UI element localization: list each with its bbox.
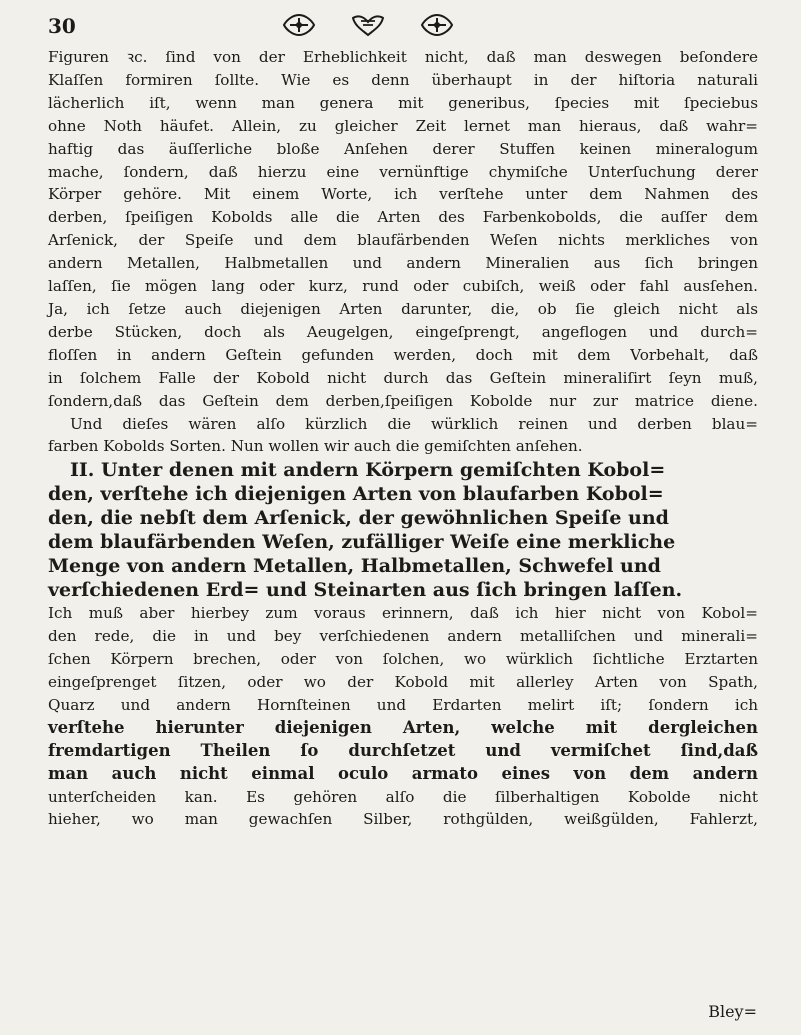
text-line emphasis-line: man auch nicht einmal oculo armato eines von dem andern xyxy=(48,763,758,783)
text-line: Arſenick, der Speiſe und dem blaufärbenden Weſen nichts merkliches von xyxy=(48,231,758,250)
text-line: ohne Noth häufet. Allein, zu gleicher Zeit lernet man hieraus, daß wahr= xyxy=(48,116,758,135)
text-line: Quarz und andern Hornſteinen und Erdarten melirt iſt; ſondern ich xyxy=(48,695,758,714)
text-line: haftig das äuſſerliche bloße Anſehen derer Stuffen keinen mineralogum xyxy=(48,139,758,158)
text-line: ſondern,daß das Geſtein dem derben,ſpeiſigen Kobolde nur zur matrice diene. xyxy=(48,391,758,410)
text-line: Ich muß aber hierbey zum voraus erinnern, daß ich hier nicht von Kobol= xyxy=(48,604,758,623)
heart-ornament-icon xyxy=(347,12,389,38)
text-line: eingeſprenget ſitzen, oder wo der Kobold mit allerley Arten von Spath, xyxy=(48,673,758,692)
page-header xyxy=(48,10,761,42)
text-line: in ſolchem Falle der Kobold nicht durch das Geſtein mineraliſirt ſeyn muß, xyxy=(48,368,758,387)
text-line: unterſcheiden kan. Es gehören alſo die ſilberhaltigen Kobolde nicht xyxy=(48,787,758,806)
text-block xyxy=(48,46,758,831)
page-number: 30 xyxy=(48,14,76,38)
section-line: verſchiedenen Erd= und Steinarten aus ſich bringen laſſen. xyxy=(48,579,683,602)
text-line: lächerlich iſt, wenn man genera mit generibus, ſpecies mit ſpeciebus xyxy=(48,93,758,112)
text-line: derben, ſpeiſigen Kobolds alle die Arten des Farbenkobolds, die auſſer dem xyxy=(48,208,758,227)
leaf-ornament-icon xyxy=(416,12,458,38)
section-line: den, die nebſt dem Arſenick, der gewöhnlichen Speiſe und xyxy=(48,507,669,530)
intro-paragraph xyxy=(48,46,758,458)
text-line: den rede, die in und bey verſchiedenen andern metalliſchen und minerali= xyxy=(48,627,758,646)
text-line emphasis-line: fremdartigen Theilen ſo durchſetzet und vermiſchet ſind,daß xyxy=(48,740,758,760)
body-paragraph xyxy=(48,602,758,831)
text-line: mache, ſondern, daß hierzu eine vernünftige chymiſche Unterſuchung derer xyxy=(48,162,758,181)
text-line: derbe Stücken, doch als Aeugelgen, eingeſprengt, angeflogen und durch= xyxy=(48,322,758,341)
text-line: Figuren ꝛc. ſind von der Erheblichkeit nicht, daß man deswegen beſondere xyxy=(48,48,758,66)
text-line emphasis-line: verſtehe hierunter diejenigen Arten, welche mit dergleichen xyxy=(48,717,758,737)
leaf-ornament-icon xyxy=(278,12,320,38)
text-line: hieher, wo man gewachſen Silber, rothgülden, weißgülden, Fahlerzt, xyxy=(48,810,758,829)
text-line: ſchen Körpern brechen, oder von ſolchen, wo würklich ſichtliche Erztarten xyxy=(48,650,758,669)
section-line: dem blaufärbenden Weſen, zufälliger Weiſe eine merkliche xyxy=(48,531,676,554)
text-line: farben Kobolds Sorten. Nun wollen wir auch die gemiſchten anſehen. xyxy=(48,437,583,456)
text-line: floſſen in andern Geſtein gefunden werden, doch mit dem Vorbehalt, daß xyxy=(48,345,758,364)
text-line: Klaſſen formiren ſollte. Wie es denn überhaupt in der hiſtoria naturali xyxy=(48,70,758,89)
text-line: Und dieſes wären alſo kürzlich die würklich reinen und derben blau= xyxy=(70,414,758,433)
section-heading-II xyxy=(48,458,758,602)
header-ornaments xyxy=(278,10,458,40)
text-line: laſſen, ſie mögen lang oder kurz, rund oder cubiſch, weiß oder fahl ausſehen. xyxy=(48,277,758,296)
text-line: andern Metallen, Halbmetallen und andern Mineralien aus ſich bringen xyxy=(48,254,758,273)
text-line: Körper gehöre. Mit einem Worte, ich verſtehe unter dem Nahmen des xyxy=(48,185,758,204)
text-line: Ja, ich ſetze auch diejenigen Arten darunter, die, ob ſie gleich nicht als xyxy=(48,299,758,318)
section-line: den, verſtehe ich diejenigen Arten von blaufarben Kobol= xyxy=(48,483,664,506)
section-line: Menge von andern Metallen, Halbmetallen, Schwefel und xyxy=(48,555,661,578)
section-line: II. Unter denen mit andern Körpern gemiſchten Kobol= xyxy=(70,459,666,482)
catchword: Bley= xyxy=(708,1002,757,1021)
